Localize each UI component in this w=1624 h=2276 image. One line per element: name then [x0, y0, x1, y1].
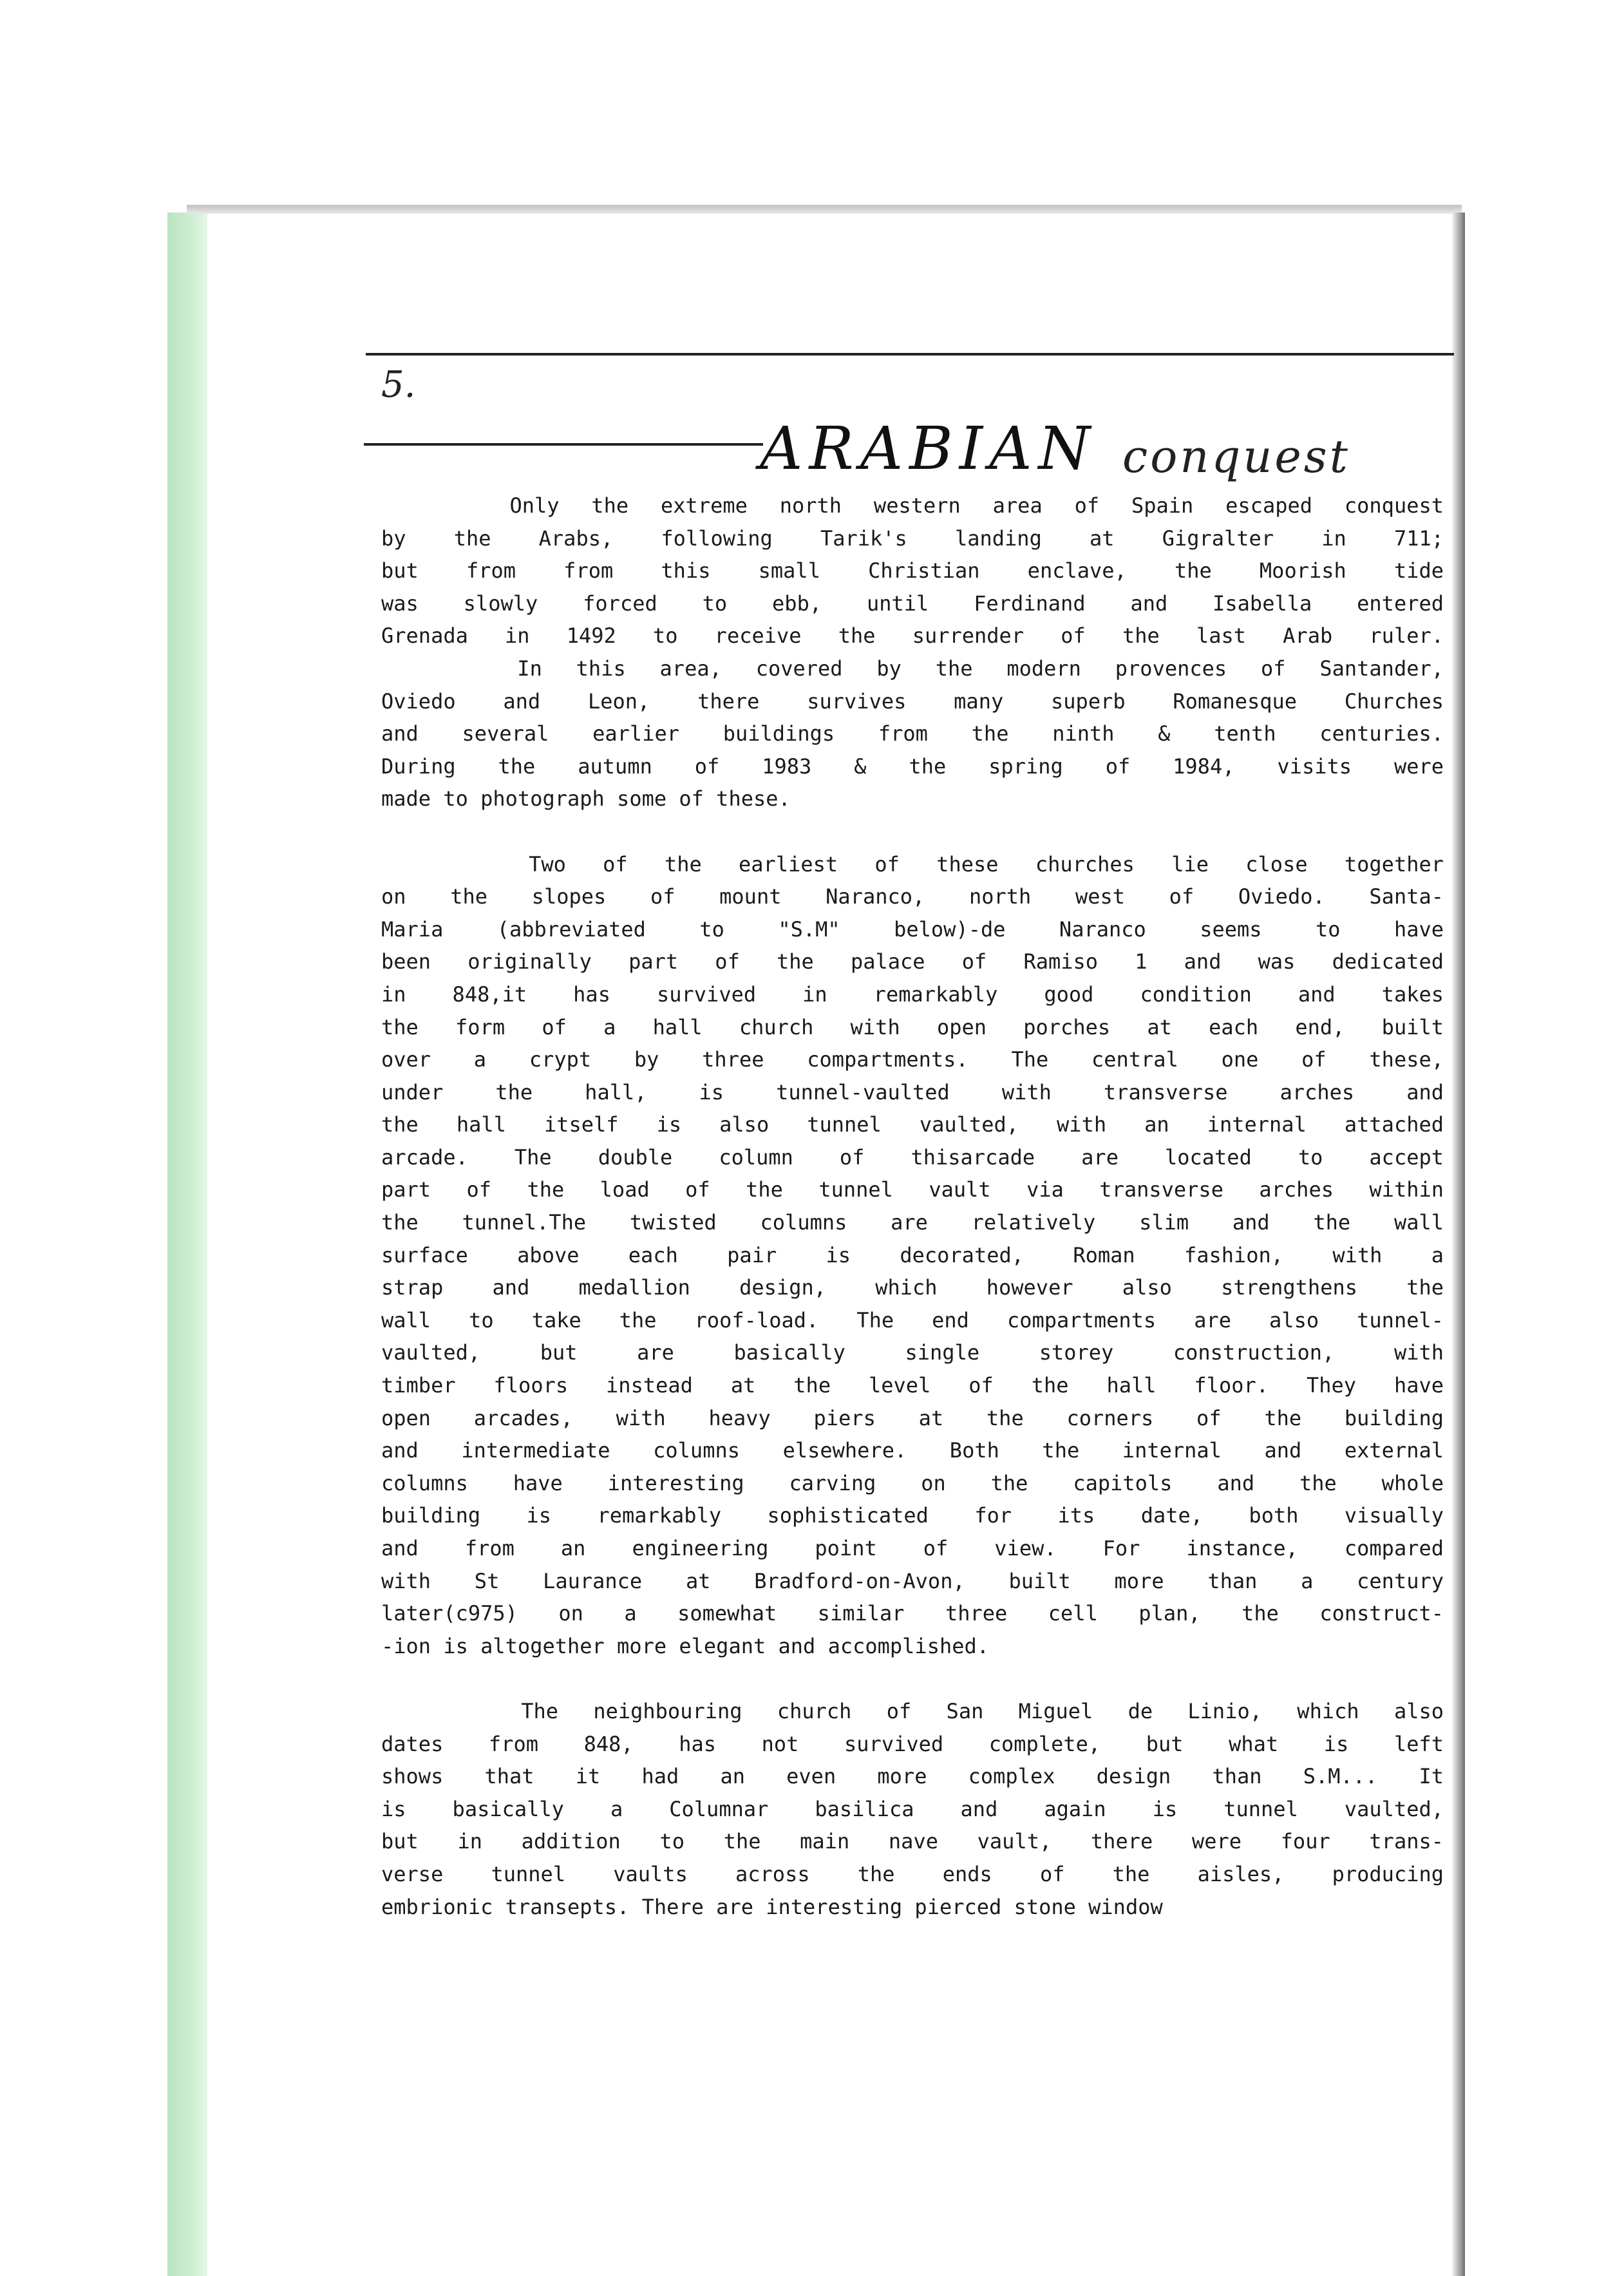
- text-line: In this area, covered by the modern provences of Santander,: [381, 656, 1444, 681]
- header-title-rule: [364, 443, 763, 446]
- text-line: and several earlier buildings from the ninth & tenth centuries.: [381, 721, 1444, 746]
- text-line: embrionic transepts. There are interesting pierced stone window: [381, 1894, 1163, 1919]
- paragraph: [381, 848, 1444, 1663]
- text-line: arcade. The double column of thisarcade are located to accept: [381, 1144, 1444, 1170]
- body-text: [381, 489, 1444, 1923]
- chapter-title-main: ARABIAN: [760, 414, 1097, 483]
- paragraph-gap: [381, 1662, 1444, 1695]
- text-line: The neighbouring church of San Miguel de Linio, which also: [381, 1698, 1444, 1723]
- text-line: made to photograph some of these.: [381, 786, 791, 811]
- text-line: was slowly forced to ebb, until Ferdinand and Isabella entered: [381, 591, 1444, 616]
- text-line: dates from 848, has not survived complete, but what is left: [381, 1731, 1444, 1756]
- text-line: and from an engineering point of view. For instance, compared: [381, 1536, 1444, 1560]
- text-line: During the autumn of 1983 & the spring of 1984, visits were: [381, 754, 1444, 779]
- text-line: strap and medallion design, which however also strengthens the: [381, 1275, 1444, 1300]
- text-line: part of the load of the tunnel vault via transverse arches within: [381, 1177, 1444, 1202]
- text-line: the form of a hall church with open porches at each end, built: [381, 1014, 1444, 1039]
- text-line: Maria (abbreviated to "S.M" below)-de Naranco seems to have: [381, 916, 1444, 942]
- text-line: -ion is altogether more elegant and accomplished.: [381, 1633, 990, 1658]
- text-line: shows that it had an even more complex design than S.M... It: [381, 1764, 1444, 1789]
- chapter-title-suffix: conquest: [1122, 430, 1350, 483]
- text-line: in 848,it has survived in remarkably good condition and takes: [381, 982, 1444, 1007]
- text-line: verse tunnel vaults across the ends of the aisles, producing: [381, 1861, 1444, 1886]
- paragraph-gap: [381, 815, 1444, 848]
- text-line: timber floors instead at the level of the hall floor. They have: [381, 1373, 1444, 1398]
- text-line: under the hall, is tunnel-vaulted with transverse arches and: [381, 1079, 1444, 1105]
- scan-shadow-top: [187, 205, 1462, 214]
- text-line: Oviedo and Leon, there survives many superb Romanesque Churches: [381, 688, 1444, 714]
- text-line: is basically a Columnar basilica and again is tunnel vaulted,: [381, 1796, 1444, 1821]
- text-line: open arcades, with heavy piers at the corners of the building: [381, 1405, 1444, 1430]
- text-line: with St Laurance at Bradford-on-Avon, built more than a century: [381, 1568, 1444, 1593]
- scan-green-backing: [167, 213, 207, 2276]
- text-line: but in addition to the main nave vault, there were four trans-: [381, 1829, 1444, 1854]
- text-line: the hall itself is also tunnel vaulted, with an internal attached: [381, 1112, 1444, 1137]
- scan-shadow-right: [1452, 213, 1465, 2276]
- text-line: building is remarkably sophisticated for its date, both visually: [381, 1503, 1444, 1528]
- header-top-rule: [366, 353, 1454, 356]
- paragraph: [381, 489, 1444, 815]
- paragraph: [381, 1695, 1444, 1923]
- text-line: but from from this small Christian enclave, the Moorish tide: [381, 558, 1444, 583]
- text-line: Only the extreme north western area of Spain escaped conquest: [381, 493, 1444, 518]
- text-line: been originally part of the palace of Ramiso 1 and was dedicated: [381, 949, 1444, 974]
- text-line: by the Arabs, following Tarik's landing at Gigralter in 711;: [381, 526, 1444, 551]
- text-line: over a crypt by three compartments. The central one of these,: [381, 1047, 1444, 1072]
- text-line: the tunnel.The twisted columns are relatively slim and the wall: [381, 1210, 1444, 1235]
- text-line: columns have interesting carving on the capitols and the whole: [381, 1470, 1444, 1495]
- text-line: vaulted, but are basically single storey construction, with: [381, 1340, 1444, 1365]
- text-line: and intermediate columns elsewhere. Both the internal and external: [381, 1438, 1444, 1463]
- text-line: on the slopes of mount Naranco, north west of Oviedo. Santa-: [381, 884, 1444, 909]
- page-number: 5.: [381, 364, 416, 406]
- text-line: Grenada in 1492 to receive the surrender of the last Arab ruler.: [381, 623, 1444, 649]
- chapter-title: [760, 412, 1350, 483]
- text-line: Two of the earliest of these churches lie close together: [381, 851, 1444, 877]
- text-line: surface above each pair is decorated, Roman fashion, with a: [381, 1242, 1444, 1267]
- text-line: wall to take the roof-load. The end compartments are also tunnel-: [381, 1307, 1444, 1332]
- text-line: later(c975) on a somewhat similar three cell plan, the construct-: [381, 1601, 1444, 1626]
